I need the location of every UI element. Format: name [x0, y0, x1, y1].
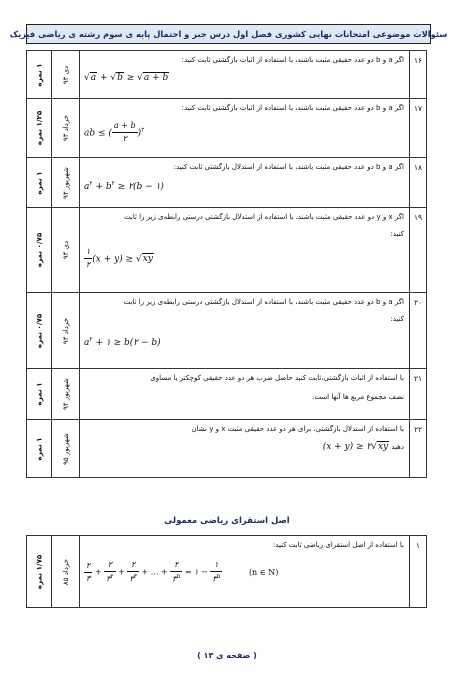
points-cell — [27, 420, 52, 478]
question-text: با استفاده از اصل استقرای ریاضی ثابت کنید: — [272, 541, 404, 549]
exam-date: شهریور ۹۴ — [61, 378, 70, 410]
question-body — [80, 369, 410, 420]
points-cell — [27, 369, 52, 420]
question-number: ۱۸ — [410, 158, 427, 208]
exam-date-cell — [52, 536, 80, 608]
points: ۰/۷۵ نمره — [34, 232, 44, 268]
question-formula: $\frac{۲}{۳}$ + $\frac{۲}{۳^۲}$ + $\frac{۲}{۳^۳}$ + ... + $\frac{۲}{۳^n}$ = ۱ − $\frac{۱}{۳^n}$ (n ∈ N) — [86, 559, 279, 584]
points-cell — [27, 51, 52, 99]
question-number: ۱ — [410, 536, 427, 608]
question-row — [27, 369, 427, 420]
exam-date: دی ۹۴ — [61, 240, 70, 260]
exam-date: شهریور ۹۳ — [61, 166, 70, 199]
points-cell — [27, 293, 52, 369]
question-body — [80, 158, 410, 208]
exam-date: خرداد ۹۳ — [61, 114, 70, 142]
question-row — [27, 99, 427, 158]
exam-date-cell — [52, 158, 80, 208]
question-body — [80, 293, 410, 369]
question-row — [27, 208, 427, 293]
points: ۱ نمره — [34, 382, 44, 406]
question-row — [27, 158, 427, 208]
question-formula: ab ≤ ( $\frac{a + b}{۲}$ )$^۲$ — [84, 120, 145, 144]
question-number: ۱۶ — [410, 51, 427, 99]
exam-date-cell — [52, 51, 80, 99]
exam-date: شهریور ۹۵ — [61, 432, 70, 465]
exam-date: خرداد ۹۴ — [61, 317, 70, 344]
points-cell — [27, 99, 52, 158]
points: ۰/۷۵ نمره — [34, 313, 44, 348]
question-text-continued: کنید: — [390, 229, 404, 238]
question-body — [80, 99, 410, 158]
questions-table — [26, 50, 427, 478]
exam-date-cell — [52, 208, 80, 293]
exam-date-cell — [52, 293, 80, 369]
question-body — [80, 536, 410, 608]
section-title: اصل استقرای ریاضی معمولی — [164, 516, 290, 526]
points-cell — [27, 158, 52, 208]
points: ۱/۷۵ نمره — [34, 554, 44, 589]
question-line-2 — [84, 441, 404, 455]
page-header — [9, 24, 448, 44]
question-body — [80, 51, 410, 99]
points: ۱ نمره — [34, 170, 44, 195]
exam-date-cell — [52, 99, 80, 158]
question-text-continued: نصف مجموع مربع ها آنها است. — [312, 392, 404, 401]
question-formula: $a^۲ + b^۲$ ≥ ۲(b − ۱) — [84, 179, 164, 192]
question-text: اگر x و y دو عدد حقیقی مثبت باشند، با استفاده از استدلال بازگشتی درستی رابطه‌ی زیر را ثابت — [124, 213, 404, 221]
points: ۱ نمره — [34, 436, 44, 461]
points: ۱/۲۵ نمره — [34, 110, 44, 146]
question-number: ۲۲ — [410, 420, 427, 478]
question-number: ۱۷ — [410, 99, 427, 158]
induction-table — [26, 535, 427, 608]
question-text: با استفاده از اثبات بازگشتی،ثابت کنید حاصل ضرب هر دو عدد حقیقی کوچکتر یا مساوی — [150, 374, 404, 382]
question-row — [27, 536, 427, 608]
exam-date: دی ۹۳ — [61, 65, 70, 84]
exam-date: خرداد ۸۵ — [61, 558, 70, 585]
question-text: اگر a و b دو عدد حقیقی مثبت باشند، با استفاده از استدلال بازگشتی درستی رابطه‌ی زیر را ثابت — [123, 298, 404, 306]
exam-date-cell — [52, 369, 80, 420]
question-text: اگر a و b دو عدد حقیقی مثبت باشند، با استفاده از اثبات بازگشتی ثابت کنید: — [181, 56, 404, 64]
question-text-continued: کنید: — [390, 314, 404, 323]
page-number: ( صفحه ی ۱۳ ) — [197, 651, 257, 660]
question-number: ۲۰ — [410, 293, 427, 369]
exam-date-cell — [52, 420, 80, 478]
question-body — [80, 208, 410, 293]
question-text: اگر a و b دو عدد حقیقی مثبت باشند، با استفاده از اثبات بازگشتی ثابت کنید: — [181, 104, 404, 112]
question-formula: (x + y) ≥ ۲√xy — [322, 441, 389, 452]
points-cell — [27, 208, 52, 293]
question-text-continued: دهید — [391, 442, 404, 451]
question-formula: $\frac{۱}{۲}$ (x + y) ≥ √xy — [86, 246, 153, 270]
question-formula: √a + √b ≥ √a + b — [84, 72, 169, 83]
question-number: ۱۹ — [410, 208, 427, 293]
question-row — [27, 51, 427, 99]
points-cell — [27, 536, 52, 608]
question-body — [80, 420, 410, 478]
condition: (n ∈ N) — [248, 567, 279, 577]
question-text: اگر a و b دو عدد حقیقی مثبت باشند، با استفاده از استدلال بازگشتی ثابت کنید: — [173, 163, 404, 171]
question-number: ۲۱ — [410, 369, 427, 420]
points: ۱ نمره — [34, 62, 44, 87]
question-formula: $a^۲$ + ۱ ≥ b(۲ − b) — [84, 335, 161, 348]
header-title: سئوالات موضوعی امتحانات نهایی کشوری فصل اول درس جبر و احتمال پایه ی سوم رشته ی ریاضی فیزیک — [9, 29, 448, 39]
question-row — [27, 420, 427, 478]
question-text: با استفاده از استدلال بازگشتی، برای هر دو عدد حقیقی مثبت x و y نشان — [191, 425, 404, 433]
question-row — [27, 293, 427, 369]
